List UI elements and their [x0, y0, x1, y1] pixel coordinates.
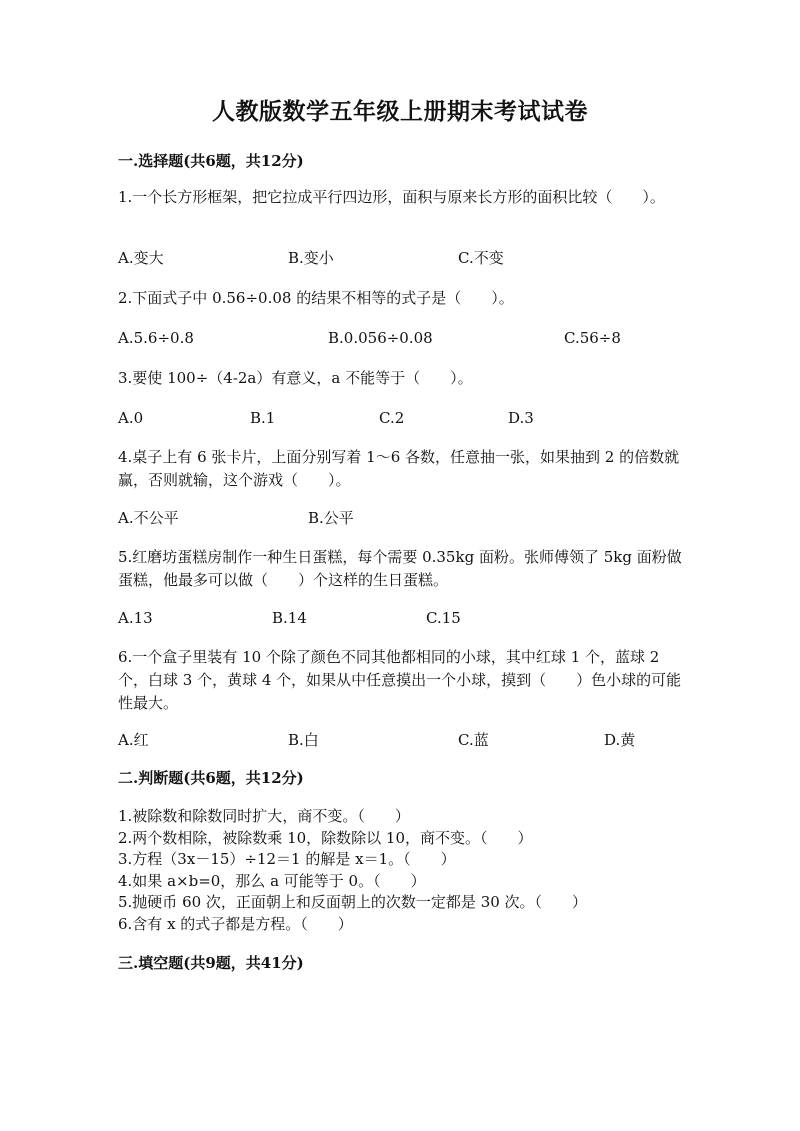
- document-title: 人教版数学五年级上册期末考试试卷: [212, 98, 588, 125]
- section-heading-multiple-choice: 一.选择题(共6题，共12分): [118, 152, 304, 170]
- question-3-options: [118, 407, 683, 429]
- option-b: B.1: [250, 409, 276, 427]
- true-false-item-4: 4.如果 a×b=0，那么 a 可能等于 0。（ ）: [118, 871, 426, 890]
- true-false-item-5: 5.抛硬币 60 次，正面朝上和反面朝上的次数一定都是 30 次。（ ）: [118, 893, 588, 911]
- question-5-options: [118, 607, 683, 629]
- option-a: A.5.6÷0.8: [118, 329, 194, 347]
- option-b: B.14: [272, 609, 307, 627]
- question-5: 5.红磨坊蛋糕房制作一种生日蛋糕，每个需要 0.35kg 面粉。张师傅领了 5kg 面粉做蛋糕，他最多可以做（ ）个这样的生日蛋糕。: [118, 548, 682, 589]
- question-1: 1.一个长方形框架，把它拉成平行四边形，面积与原来长方形的面积比较（ ）。: [118, 188, 665, 206]
- option-a: A.变大: [118, 249, 164, 267]
- question-6-options: [118, 729, 683, 751]
- question-2: 2.下面式子中 0.56÷0.08 的结果不相等的式子是（ ）。: [118, 289, 514, 307]
- option-d: D.黄: [604, 731, 636, 749]
- option-c: C.蓝: [458, 731, 489, 749]
- option-a: A.不公平: [118, 509, 179, 527]
- question-3: 3.要使 100÷（4-2a）有意义，a 不能等于（ ）。: [118, 369, 473, 387]
- option-c: C.不变: [458, 249, 504, 267]
- option-c: C.15: [426, 609, 461, 627]
- question-1-options: [118, 247, 683, 269]
- question-4: 4.桌子上有 6 张卡片，上面分别写着 1～6 各数，任意抽一张，如果抽到 2 的倍数就赢，否则就输，这个游戏（ ）。: [118, 448, 680, 489]
- true-false-item-1: 1.被除数和除数同时扩大，商不变。（ ）: [118, 807, 410, 825]
- option-a: A.红: [118, 731, 149, 749]
- question-2-options: [118, 327, 683, 349]
- option-a: A.13: [118, 609, 153, 627]
- question-4-options: [118, 507, 683, 529]
- section-heading-true-false: 二.判断题(共6题，共12分): [118, 769, 304, 787]
- true-false-list: [118, 806, 683, 935]
- option-c: C.2: [379, 409, 405, 427]
- question-6: 6.一个盒子里装有 10 个除了颜色不同其他都相同的小球，其中红球 1 个，蓝球 2 个，白球 3 个，黄球 4 个，如果从中任意摸出一个小球，摸到（ ）色小球的可能性最大。: [118, 648, 682, 712]
- true-false-item-2: 2.两个数相除，被除数乘 10，除数除以 10，商不变。（ ）: [118, 828, 533, 847]
- true-false-item-6: 6.含有 x 的式子都是方程。（ ）: [118, 914, 353, 933]
- option-b: B.变小: [288, 249, 334, 267]
- option-d: D.3: [508, 409, 534, 427]
- option-b: B.0.056÷0.08: [328, 329, 433, 347]
- option-a: A.0: [118, 409, 144, 427]
- option-c: C.56÷8: [564, 329, 621, 347]
- option-b: B.白: [288, 731, 319, 749]
- section-heading-fill-in: 三.填空题(共9题，共41分): [118, 954, 304, 972]
- option-b: B.公平: [308, 509, 354, 527]
- true-false-item-3: 3.方程（3x－15）÷12＝1 的解是 x＝1。（ ）: [118, 850, 456, 868]
